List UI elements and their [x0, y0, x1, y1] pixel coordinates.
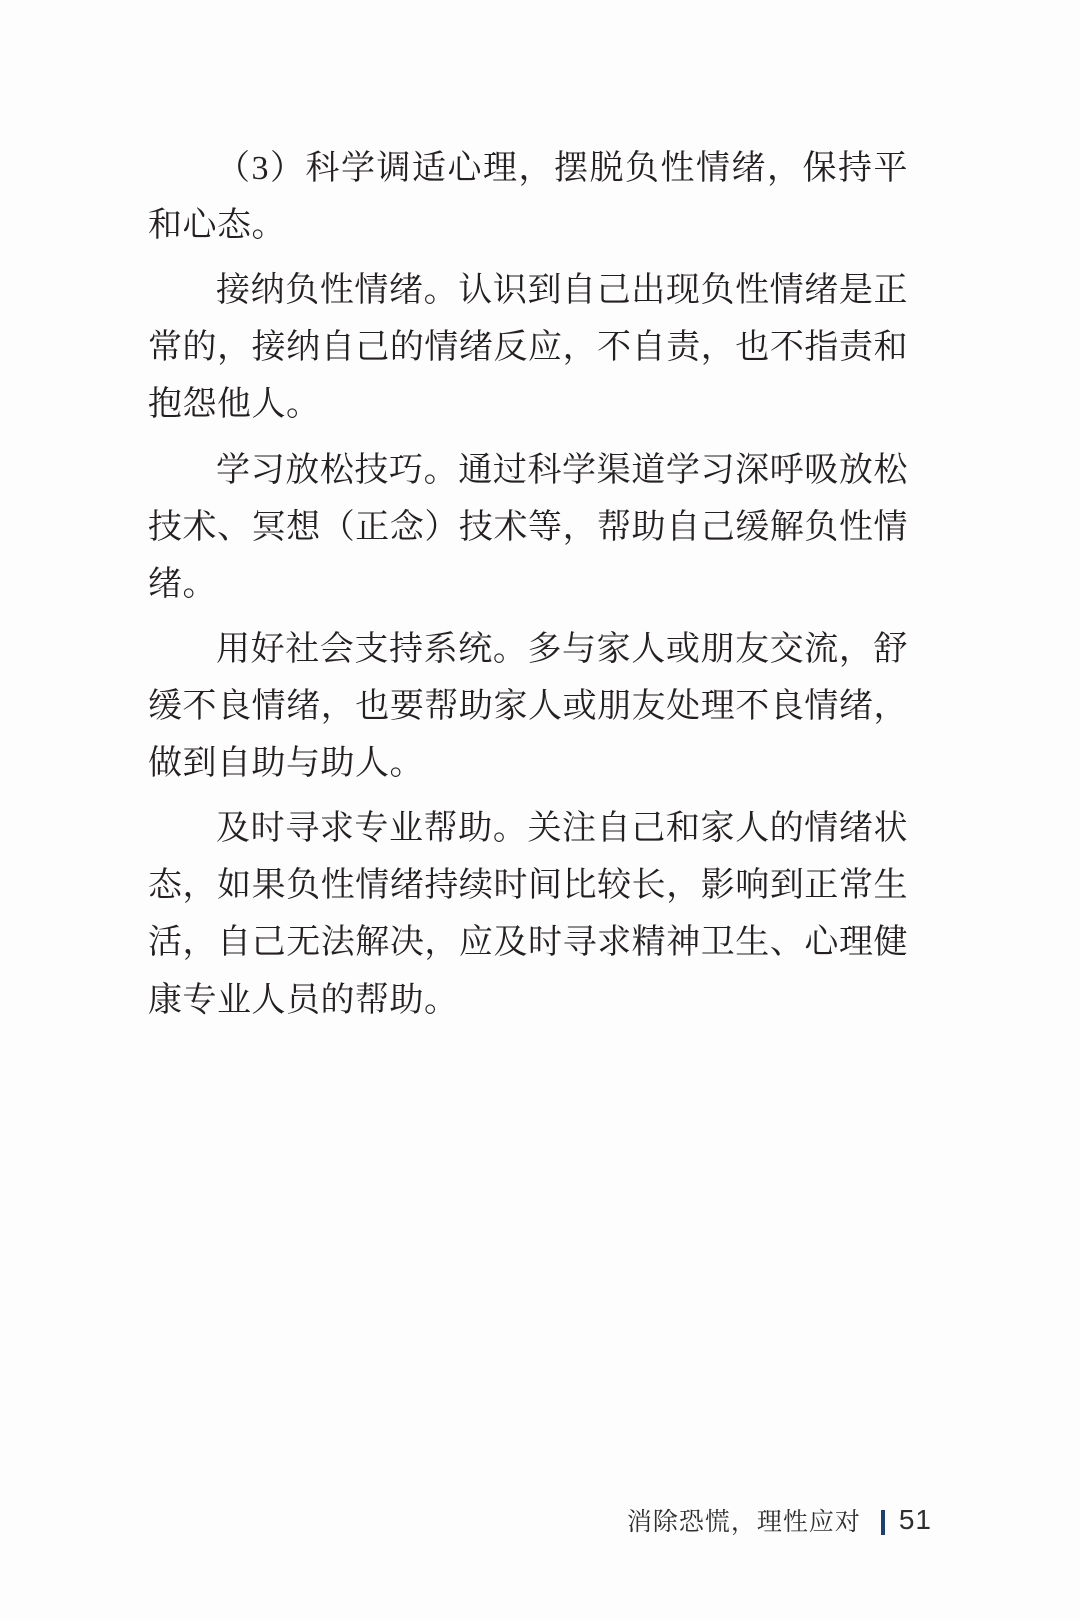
paragraph-2: 接纳负性情绪。认识到自己出现负性情绪是正常的，接纳自己的情绪反应，不自责，也不指责和抱怨他人。 [148, 272, 908, 424]
page-footer [0, 1502, 1080, 1538]
paragraph-4: 用好社会支持系统。多与家人或朋友交流，舒缓不良情绪，也要帮助家人或朋友处理不良情绪，做到自助与助人。 [148, 630, 908, 783]
paragraph-5: 及时寻求专业帮助。关注自己和家人的情绪状态，如果负性情绪持续时间比较长，影响到正常生活，自己无法解决，应及时寻求精神卫生、心理健康专业人员的帮助。 [148, 810, 908, 1019]
footer-divider-icon [881, 1510, 885, 1535]
footer-page-number: 51 [898, 1504, 932, 1535]
paragraph-3: 学习放松技巧。通过科学渠道学习深呼吸放松技术、冥想（正念）技术等，帮助自己缓解负性情绪。 [148, 451, 908, 603]
paragraph-1: （3）科学调适心理，摆脱负性情绪，保持平和心态。 [148, 150, 908, 245]
footer-chapter-title: 消除恐慌，理性应对 [626, 1508, 861, 1536]
page-body [148, 140, 908, 1037]
